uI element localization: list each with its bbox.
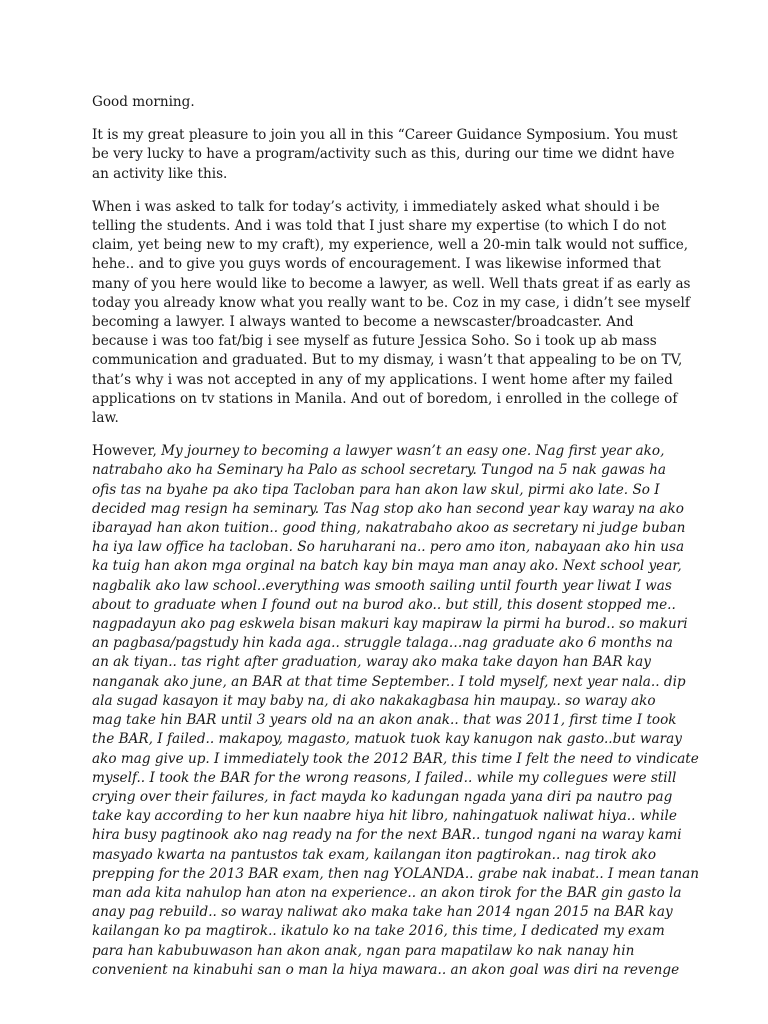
journey-line: anay pag rebuild.. so waray naliwat ako maka take han 2014 ngan 2015 na BAR kay <box>92 904 673 921</box>
journey-lead-text: However, <box>92 443 162 460</box>
journey-line: ako mag give up. I immediately took the 2012 BAR, this time I felt the need to vindicate <box>92 750 699 767</box>
journey-line: an pagbasa/pagstudy hin kada aga.. struggle talaga…nag graduate ako 6 months na <box>92 635 673 652</box>
background-line: claim, yet being new to my craft), my experience, well a 20-min talk would not suffice, <box>92 237 689 254</box>
journey-line: ofis tas na byahe pa ako tipa Tacloban para han akon law skul, pirmi ako late. So I <box>92 481 660 498</box>
background-line: communication and graduated. But to my dismay, i wasn’t that appealing to be on TV, <box>92 352 683 369</box>
journey-line: kailangan ko pa magtirok.. ikatulo ko na take 2016, this time, I dedicated my exam <box>92 923 665 940</box>
intro-line: an activity like this. <box>92 165 228 182</box>
background-line: many of you here would like to become a lawyer, as well. Well thats great if as early as <box>92 275 691 292</box>
journey-line: convenient na kinabuhi san o man la hiya mawara.. an akon goal was diri na revenge <box>92 961 680 978</box>
journey-line: ala sugad kasayon it may baby na, di ako nakakagbasa hin maupay.. so waray ako <box>92 692 656 709</box>
journey-line: para han kabubuwason han akon anak, ngan para mapatilaw ko nak nanay hin <box>92 942 635 959</box>
background-line: When i was asked to talk for today’s activity, i immediately asked what should i be <box>92 198 660 215</box>
background-line: becoming a lawyer. I always wanted to become a newscaster/broadcaster. And <box>92 314 634 331</box>
journey-line: the BAR, I failed.. makapoy, magasto, matuok tuok kay kanugon nak gasto..but waray <box>92 731 682 748</box>
journey-line: prepping for the 2013 BAR exam, then nag YOLANDA.. grabe nak inabat.. I mean tanan <box>92 865 699 882</box>
journey-line: nagpadayun ako pag eskwela bisan makuri kay mapiraw la pirmi ha burod.. so makuri <box>92 616 688 633</box>
journey-line: myself.. I took the BAR for the wrong reasons, I failed.. while my collegues were still <box>92 769 677 786</box>
journey-line: ha iya law office ha tacloban. So haruharani na.. pero amo iton, nabayaan ako hin usa <box>92 539 685 556</box>
background-line: telling the students. And i was told that I just share my expertise (to which I do not <box>92 218 667 235</box>
greeting-line: Good morning. <box>92 94 195 110</box>
journey-italic-text: My journey to becoming a lawyer wasn’t an easy one. Nag first year ako, <box>161 443 665 460</box>
journey-line: hira busy pagtinook ako nag ready na for the next BAR.. tungod ngani na waray kami <box>92 827 682 844</box>
intro-line: be very lucky to have a program/activity such as this, during our time we didnt have <box>92 146 675 163</box>
background-paragraph <box>92 198 712 428</box>
journey-paragraph <box>92 442 712 980</box>
intro-line: It is my great pleasure to join you all in this “Career Guidance Symposium. You must <box>92 127 678 144</box>
journey-line <box>92 442 712 461</box>
journey-line: nagbalik ako law school..everything was smooth sailing until fourth year liwat I was <box>92 577 672 594</box>
background-line: that’s why i was not accepted in any of my applications. I went home after my failed <box>92 371 673 388</box>
journey-line: natrabaho ako ha Seminary ha Palo as school secretary. Tungod na 5 nak gawas ha <box>92 462 666 479</box>
journey-line: nanganak ako june, an BAR at that time September.. I told myself, next year nala.. dip <box>92 673 686 690</box>
document-page <box>92 93 712 994</box>
journey-line: masyado kwarta na pantustos tak exam, kailangan iton pagtirokan.. nag tirok ako <box>92 846 657 863</box>
background-line: because i was too fat/big i see myself as future Jessica Soho. So i took up ab mass <box>92 333 657 350</box>
background-line: applications on tv stations in Manila. And out of boredom, i enrolled in the college of <box>92 390 678 407</box>
journey-line: crying over their failures, in fact mayda ko kadungan ngada yana diri pa nautro pag <box>92 788 673 805</box>
greeting-paragraph <box>92 93 712 112</box>
background-line: hehe.. and to give you guys words of encouragement. I was likewise informed that <box>92 256 661 273</box>
intro-paragraph <box>92 126 712 184</box>
journey-line: about to graduate when I found out na burod ako.. but still, this dosent stopped me.. <box>92 596 676 613</box>
journey-line: ka tuig han akon mga orginal na batch kay bin maya man anay ako. Next school year, <box>92 558 682 575</box>
journey-line: decided mag resign ha seminary. Tas Nag stop ako han second year kay waray na ako <box>92 500 684 517</box>
background-line: today you already know what you really want to be. Coz in my case, i didn’t see myself <box>92 294 690 311</box>
journey-line: mag take hin BAR until 3 years old na an akon anak.. that was 2011, first time I took <box>92 712 677 729</box>
journey-line: an ak tiyan.. tas right after graduation, waray ako maka take dayon han BAR kay <box>92 654 651 671</box>
journey-line: take kay according to her kun naabre hiya hit libro, nahingatuok naliwat hiya.. while <box>92 808 677 825</box>
journey-line: man ada kita nahulop han aton na experience.. an akon tirok for the BAR gin gasto la <box>92 884 682 901</box>
background-line: law. <box>92 410 119 427</box>
journey-line: ibarayad han akon tuition.. good thing, nakatrabaho akoo as secretary ni judge buban <box>92 520 686 537</box>
